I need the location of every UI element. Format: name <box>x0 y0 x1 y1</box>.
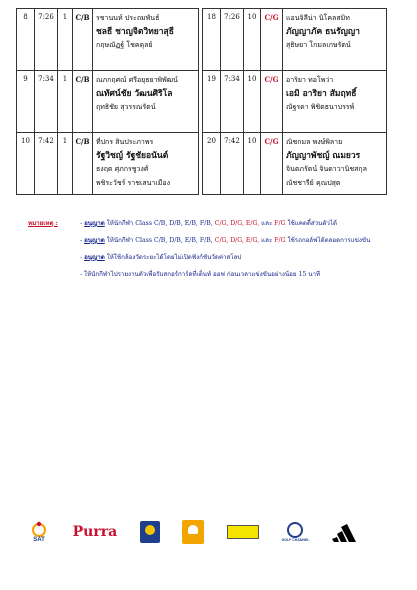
player-name: ณทัศน์ชัย วัฒนศิริโล <box>96 88 173 99</box>
player-names <box>93 71 199 133</box>
note-golf-cart <box>80 235 370 245</box>
left-pairing-row <box>17 71 199 133</box>
player-name: ภัญญาภัค ธนรัญญา <box>286 26 360 37</box>
group-number: 19 <box>203 71 221 133</box>
tee-number: 1 <box>58 9 73 71</box>
yellow-brand-logo <box>227 525 259 539</box>
sponsor-logos <box>28 515 358 549</box>
player-name: ชลธี ชาญจิตวิทยาสุธี <box>96 26 174 37</box>
tee-number: 10 <box>244 133 261 195</box>
player-class: C/G <box>261 71 283 133</box>
right-pairing-row <box>203 9 387 71</box>
note-text: ให้นักกีฬา Class C/B, D/B, E/B, F/B, <box>104 220 215 227</box>
right-pairing-row <box>203 133 387 195</box>
tee-time: 7:42 <box>35 133 58 195</box>
player-name: ฤทธิชัย สุวรรณรัตน์ <box>96 103 156 111</box>
player-name: กฤษณัฏฐ์ โชคดุลย์ <box>96 41 153 49</box>
right-pairings-table <box>202 8 387 195</box>
player-name: ภัญญาพัชญ์ ณมยวร <box>286 150 361 161</box>
tee-time: 7:26 <box>221 9 244 71</box>
player-name: จินตภรัตน์ จินดาวานิชสกุล <box>286 165 367 173</box>
note-bullet: - <box>80 237 85 244</box>
player-name: ที่ปกร สินประภาพร <box>96 138 154 146</box>
note-keyword: อนุญาต <box>84 254 105 261</box>
player-name: เอมิ อาริยา สัมฤทธิ์ <box>286 88 357 99</box>
note-rangefinder <box>80 252 241 262</box>
player-name: ณัฐรดา พิชิตธนาบรรพ์ <box>286 103 355 111</box>
singha-lion-logo <box>182 520 204 544</box>
player-names <box>283 9 387 71</box>
player-name: รชานนท์ ประถมพันธ์ <box>96 14 160 22</box>
note-text-red: F/G <box>274 237 286 244</box>
player-class: C/B <box>73 9 93 71</box>
left-pairings-table <box>16 8 199 195</box>
tee-time: 7:26 <box>35 9 58 71</box>
note-bullet: - <box>80 220 85 227</box>
group-number: 8 <box>17 9 35 71</box>
note-caddie <box>80 218 337 228</box>
note-text-red: F/G <box>274 220 286 227</box>
player-names <box>283 71 387 133</box>
tee-number: 1 <box>58 71 73 133</box>
player-name: พชิระวัชร์ ราชเสนาเมือง <box>96 178 171 187</box>
golf-channel-logo: GOLF CHANNEL <box>282 522 310 542</box>
player-name: สุธิษยา โกมลเกษรัตน์ <box>286 41 351 49</box>
group-number: 18 <box>203 9 221 71</box>
group-number: 20 <box>203 133 221 195</box>
purra-logo: Purra <box>72 524 118 540</box>
note-text: ใช้แคดดี้ส่วนตัวได้ <box>285 220 338 227</box>
note-text: ใช้รถกอล์ฟได้ตลอดการแข่งขัน <box>285 237 371 244</box>
player-names <box>93 133 199 195</box>
sat-logo <box>28 521 50 543</box>
player-name: อาริยา ทอโพว่า <box>286 76 334 84</box>
tee-time: 7:34 <box>221 71 244 133</box>
note-bullet: - <box>80 254 85 261</box>
player-name: ณิชกมล พงษ์พิลาย <box>286 138 343 146</box>
tee-number: 10 <box>244 71 261 133</box>
player-names <box>93 9 199 71</box>
note-text-red: C/G, D/G, E/G, <box>214 237 260 244</box>
note-keyword: อนุญาต <box>84 220 105 227</box>
notes-label: หมายเหตุ : <box>28 220 58 227</box>
player-name: ธงฤต ศุภกรชูวงศ์ <box>96 165 149 173</box>
note-text-red: C/G, D/G, E/G, <box>214 220 260 227</box>
group-number: 9 <box>17 71 35 133</box>
player-name: รัฐวิชญ์ รัฐชัยอนันต์ <box>96 150 169 161</box>
note-text: ให้นักกีฬา Class C/B, D/B, E/B, F/B, <box>104 237 215 244</box>
right-pairing-row <box>203 71 387 133</box>
left-pairing-row <box>17 9 199 71</box>
note-text: และ <box>259 220 275 227</box>
tee-number: 10 <box>244 9 261 71</box>
tee-time: 7:34 <box>35 71 58 133</box>
player-class: C/G <box>261 133 283 195</box>
note-keyword: อนุญาต <box>84 237 105 244</box>
note-checkin: - ให้นักกีฬาไปรายงานตัวเพื่อรับสกอร์การ์ดที่เต็นท์ ออฟ ก่อนเวลาแข่งขันอย่างน้อย 15 นาที <box>80 271 321 278</box>
left-pairing-row <box>17 133 199 195</box>
player-names <box>283 133 387 195</box>
tee-number: 1 <box>58 133 73 195</box>
player-name: ณัชชารีย์ คุณปสุต <box>286 178 341 187</box>
adidas-logo <box>332 522 358 542</box>
player-class: C/B <box>73 71 93 133</box>
note-text: และ <box>259 237 275 244</box>
player-class: C/G <box>261 9 283 71</box>
singha-badge-logo <box>140 521 160 543</box>
player-name: ณภกฤศณ์ ศรีอยุธยาพิพัฒน์ <box>96 76 178 84</box>
sat-logo-text: SAT <box>33 537 45 543</box>
player-name: แอนจิลีน่า นิโคลสมิท <box>286 14 350 22</box>
player-class: C/B <box>73 133 93 195</box>
tee-time: 7:42 <box>221 133 244 195</box>
note-text: ให้ใช้กล้องวัดระยะได้โดยไม่เปิดฟังก์ชันวัดค่าสโลป <box>104 254 242 261</box>
group-number: 10 <box>17 133 35 195</box>
